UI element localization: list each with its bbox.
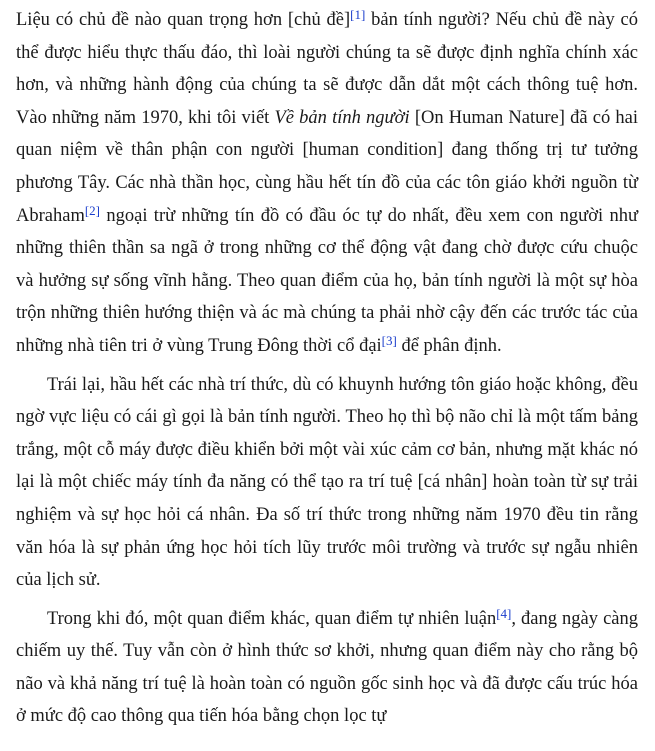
paragraph-text: Trái lại, hầu hết các nhà trí thức, dù có khuynh hướng tôn giáo hoặc không, đều ngờ vực liệu có cái gì gọi là bản tính người. Theo họ thì bộ não chỉ là một tấm bảng trắng, một cỗ máy được điều khiển bởi một vài xúc cảm cơ bản, nhưng mặt khác nó lại là một chiếc máy tính đa năng có thể tạo ra trí tuệ [cá nhân] hoàn toàn từ sự trải nghiệm và sự học hỏi cá nhân. Đa số trí thức trong những năm 1970 đều tin rằng văn hóa là sự phản ứng học hỏi tích lũy trước môi trường và trước sự ngẫu nhiên của lịch sử. [16,374,638,591]
paragraph-3 [16,603,638,733]
paragraph-1 [16,4,638,363]
paragraph-text: [On Human Nature] đã có hai quan niệm về thân phận con người [human condition] đang thống trị tư tưởng phương Tây. Các nhà thần học, cùng hầu hết tín đồ của các tôn giáo khởi nguồn từ Abraham [16,107,638,226]
book-title: Về bản tính người [274,107,410,128]
footnote-link[interactable]: [4] [496,605,512,621]
footnote-link[interactable]: [3] [381,332,397,348]
paragraph-text: Liệu có chủ đề nào quan trọng hơn [chủ đề] [16,10,351,30]
paragraph-text: Trong khi đó, một quan điểm khác, quan điểm tự nhiên luận [47,608,497,629]
footnote-link[interactable]: [2] [84,202,101,218]
footnote-link[interactable]: [1] [350,7,366,22]
paragraph-text: để phân định. [396,335,502,356]
paragraph-text: , đang ngày càng chiếm uy thế. Tuy vẫn còn ở hình thức sơ khởi, nhưng quan điểm này cho rằng bộ não và khả năng trí tuệ là hoàn toàn có nguồn gốc sinh học và đã được cấu trúc hóa ở mức độ cao thông qua tiến hóa bằng chọn lọc tự [16,608,638,727]
paragraph-text: bản tính người? Nếu chủ đề này có thể được hiểu thực thấu đáo, thì loài người chúng ta sẽ được định nghĩa chính xác hơn, và những hành động của chúng ta sẽ được dẫn dắt một cách thông tuệ hơn. Vào những năm 1970, khi tôi viết [16,10,638,128]
paragraph-2 [16,369,638,597]
paragraph-text: ngoại trừ những tín đồ có đầu óc tự do nhất, đều xem con người như những thiên thần sa ngã ở trong những cơ thể động vật đang chờ được cứu chuộc và hưởng sự sống vĩnh hằng. Theo quan điểm của họ, bản tính người là một sự hòa trộn những thiên hướng thiện và ác mà chúng ta phải nhờ cậy đến các trước tác của những nhà tiên tri ở vùng Trung Đông thời cổ đại [16,205,638,356]
document-page [16,4,638,739]
